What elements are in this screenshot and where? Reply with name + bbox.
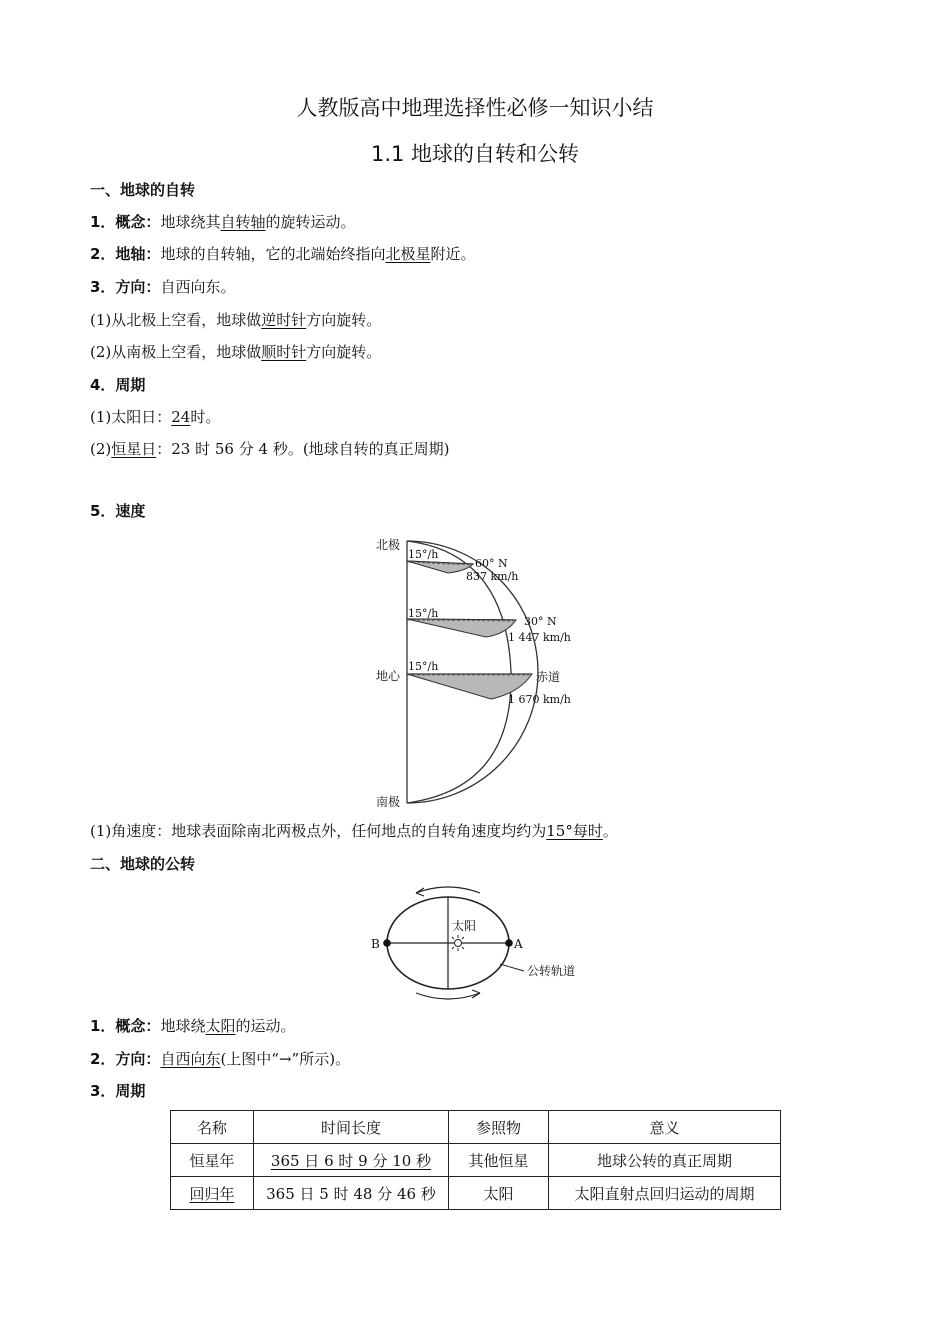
item-text: 。: [602, 822, 618, 840]
table-cell: 太阳: [449, 1177, 549, 1210]
item-text: 方向旋转。: [306, 343, 382, 361]
item-text: 地球的自转轴，它的北端始终指向: [160, 245, 386, 263]
blank-answer: 太阳: [205, 1017, 236, 1035]
rotation-axis: [90, 244, 475, 264]
section-heading-revolution: 二、地球的公转: [90, 855, 196, 873]
period-table: [170, 1110, 781, 1210]
table-cell: 恒星年: [171, 1144, 254, 1177]
table-header-cell: 意义: [549, 1111, 781, 1144]
item-text: 方向旋转。: [306, 311, 382, 329]
rate-label-equator: 15°/h: [408, 660, 439, 673]
direction-north-view: [90, 310, 381, 330]
item-text: 的运动。: [235, 1017, 296, 1035]
solar-day: [90, 407, 220, 427]
speed-30n-label: 1 447 km/h: [508, 631, 571, 644]
sidereal-day: [90, 439, 450, 459]
item-text: 附近。: [430, 245, 476, 263]
table-cell: [171, 1177, 254, 1210]
blank-answer: 自西向东: [160, 1050, 221, 1068]
speed-60n-label: 837 km/h: [466, 570, 519, 583]
table-header-cell: 时间长度: [254, 1111, 449, 1144]
blank-answer: 顺时针: [261, 343, 307, 361]
orbit-diagram: [366, 882, 586, 1004]
item-text: (1)角速度：地球表面除南北两极点外，任何地点的自转角速度均约为: [90, 822, 547, 840]
direction-arrow-bottom: [416, 993, 480, 999]
revolution-period-label: 3．周期: [90, 1082, 146, 1100]
point-a-label: A: [514, 937, 523, 951]
item-text: 自西向东。: [160, 278, 236, 296]
equator-label: 赤道: [536, 670, 561, 684]
rate-label-30n: 15°/h: [408, 607, 439, 620]
sector-30n: [407, 619, 516, 637]
item-text: 时。: [190, 408, 221, 426]
item-text: (上图中“→”所示)。: [220, 1050, 351, 1068]
blank-answer: 365 日 6 时 9 分 10 秒: [270, 1151, 432, 1170]
sun-icon: [450, 935, 466, 951]
center-label: 地心: [376, 669, 401, 683]
blank-answer: 逆时针: [261, 311, 307, 329]
item-text: (2)从南极上空看，地球做: [90, 343, 262, 361]
blank-answer: 恒星日: [111, 440, 157, 458]
table-cell: 太阳直射点回归运动的周期: [549, 1177, 781, 1210]
section-heading-rotation: 一、地球的自转: [90, 181, 196, 199]
item-text: (1)从北极上空看，地球做: [90, 311, 262, 329]
direction-arrow-top: [416, 887, 480, 893]
document-title: 人教版高中地理选择性必修一知识小结: [296, 96, 654, 120]
table-cell: 其他恒星: [449, 1144, 549, 1177]
table-header-row: [171, 1111, 781, 1144]
table-row: [171, 1177, 781, 1210]
angular-velocity: [90, 821, 618, 841]
item-label: 1．概念：: [90, 1017, 161, 1035]
rate-label-60n: 15°/h: [408, 548, 439, 561]
item-text: ：23 时 56 分 4 秒。(地球自转的真正周期): [156, 440, 450, 458]
revolution-concept: [90, 1016, 295, 1036]
north-pole-label: 北极: [376, 538, 401, 552]
point-b-label: B: [371, 937, 380, 951]
table-cell: 地球公转的真正周期: [549, 1144, 781, 1177]
revolution-direction: [90, 1049, 350, 1069]
blank-answer: 24: [171, 408, 191, 426]
item-label: 1．概念：: [90, 213, 161, 231]
item-text: 地球绕其: [160, 213, 221, 231]
blank-answer: 15°每时: [546, 822, 603, 840]
rotation-concept: [90, 212, 355, 232]
document-subtitle: 1.1 地球的自转和公转: [370, 142, 580, 166]
rotation-period-label: 4．周期: [90, 376, 146, 394]
rotation-speed-diagram: [370, 533, 590, 811]
south-pole-label: 南极: [376, 795, 401, 809]
orbit-leader-line: [500, 964, 524, 971]
speed-equator-label: 1 670 km/h: [508, 693, 571, 706]
point-a-dot: [505, 939, 513, 947]
item-label: 3．方向：: [90, 278, 161, 296]
orbit-label: 公转轨道: [527, 964, 576, 978]
table-header-cell: 参照物: [449, 1111, 549, 1144]
lat-30n-label: 30° N: [524, 615, 557, 628]
table-header-cell: 名称: [171, 1111, 254, 1144]
item-text: (1)太阳日：: [90, 408, 172, 426]
table-cell: 365 日 5 时 48 分 46 秒: [254, 1177, 449, 1210]
item-text: 地球绕: [160, 1017, 206, 1035]
blank-answer: 回归年: [189, 1184, 235, 1203]
point-b-dot: [383, 939, 391, 947]
direction-south-view: [90, 342, 381, 362]
blank-answer: 北极星: [385, 245, 431, 263]
sector-60n: [407, 561, 473, 573]
table-cell: [254, 1144, 449, 1177]
item-label: 2．地轴：: [90, 245, 161, 263]
item-label: 2．方向：: [90, 1050, 161, 1068]
item-text: 的旋转运动。: [265, 213, 356, 231]
sun-label: 太阳: [452, 919, 477, 933]
table-row: [171, 1144, 781, 1177]
item-text: (2): [90, 440, 112, 458]
rotation-direction: [90, 277, 235, 297]
blank-answer: 自转轴: [220, 213, 266, 231]
lat-60n-label: 60° N: [475, 557, 508, 570]
speed-label: 5．速度: [90, 502, 146, 520]
